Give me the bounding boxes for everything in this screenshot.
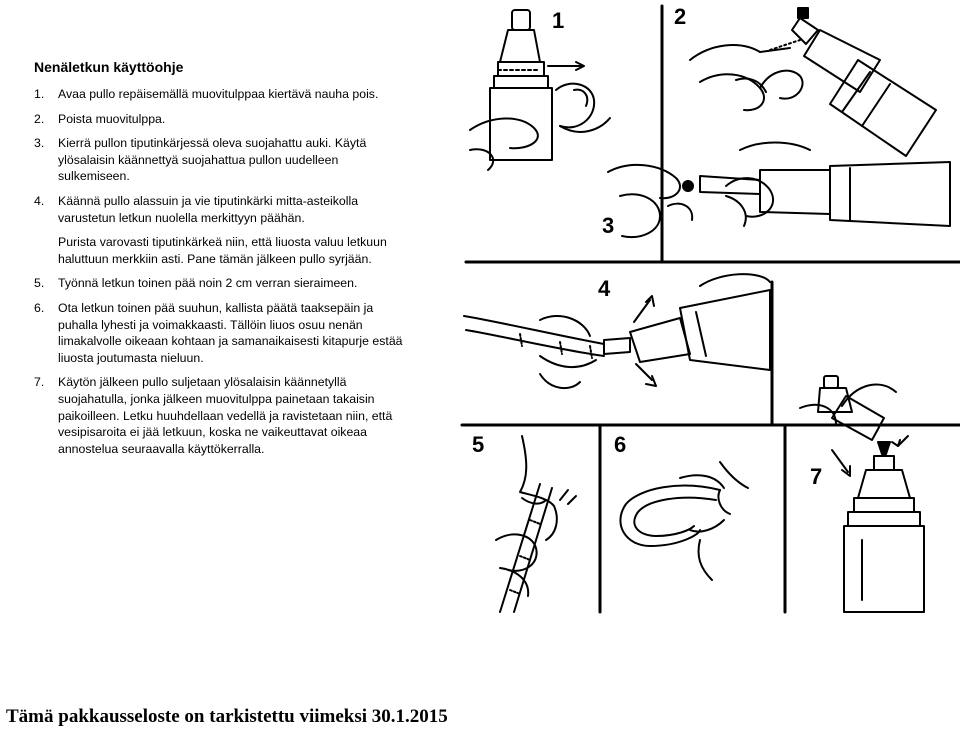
step-number: 2.: [34, 111, 45, 126]
revision-date-footer: Tämä pakkausseloste on tarkistettu viimeksi 30.1.2015: [6, 706, 448, 727]
figure-label-3: 3: [602, 213, 615, 238]
bottle-illustration-1: [470, 10, 610, 170]
step-number: 4.: [34, 193, 45, 208]
bottle-illustration-closing: [800, 376, 896, 440]
mouth-illustration: [620, 462, 748, 580]
step-text: Kierrä pullon tiputinkärjessä oleva suojahattu auki. Käytä ylösalaisin käännettyä suojahattua pullon uudelleen sulkemiseen.: [58, 136, 367, 184]
figure-label-4: 4: [598, 276, 611, 301]
bottle-illustration-7: [832, 436, 924, 612]
step-text: Käännä pullo alassuin ja vie tiputinkärki mitta-asteikolla varustetun letkun nuolella merkittyyn päähän.: [58, 193, 359, 225]
step-number: 5.: [34, 276, 45, 291]
step-number: 7.: [34, 375, 45, 390]
step-text: Ota letkun toinen pää suuhun, kallista päätä taaksepäin ja puhalla lyhesti ja voimakkaasti. Tällöin liuos osuu nenän limakalvolle oikeaan kohtaan ja samanaikaisesti kitapurje estää liuosta joutumasta nieluun.: [58, 300, 403, 365]
figure-label-6: 6: [614, 432, 627, 457]
bottle-illustration-3: [608, 143, 950, 238]
step-4-continued: Purista varovasti tiputinkärkeä niin, että liuosta valuu letkuun haluttuun merkkiin asti. Pane tämän jälkeen pullo syrjään.: [58, 235, 387, 266]
figure-label-7: 7: [810, 464, 823, 489]
step-number: 1.: [34, 87, 45, 101]
step-text: Avaa pullo repäisemällä muovitulppaa kiertävä nauha pois.: [58, 87, 379, 101]
figure-label-5: 5: [472, 432, 485, 457]
bottle-illustration-4: [464, 274, 770, 388]
figure-label-1: 1: [552, 8, 565, 33]
step-text: Poista muovitulppa.: [58, 111, 166, 126]
instructions-heading: Nenäletkun käyttöohje: [34, 59, 184, 75]
figure-label-2: 2: [674, 4, 687, 29]
step-text: Käytön jälkeen pullo suljetaan ylösalaisin käännetyllä suojahatulla, jonka jälkeen muovitulppa painetaan takaisin paikoilleen. Letku huuhdellaan vedellä ja ravistetaan niin, että vesipisaroita ei jää letkuun, koska ne vaikeuttavat oikeaa annostelua seuraavalla käyttökerralla.: [58, 375, 393, 456]
bottle-illustration-2: [690, 8, 936, 156]
nose-illustration: [496, 436, 576, 612]
step-number: 6.: [34, 300, 45, 315]
step-number: 3.: [34, 136, 45, 151]
step-text: Työnnä letkun toinen pää noin 2 cm verran sieraimeen.: [58, 276, 358, 291]
